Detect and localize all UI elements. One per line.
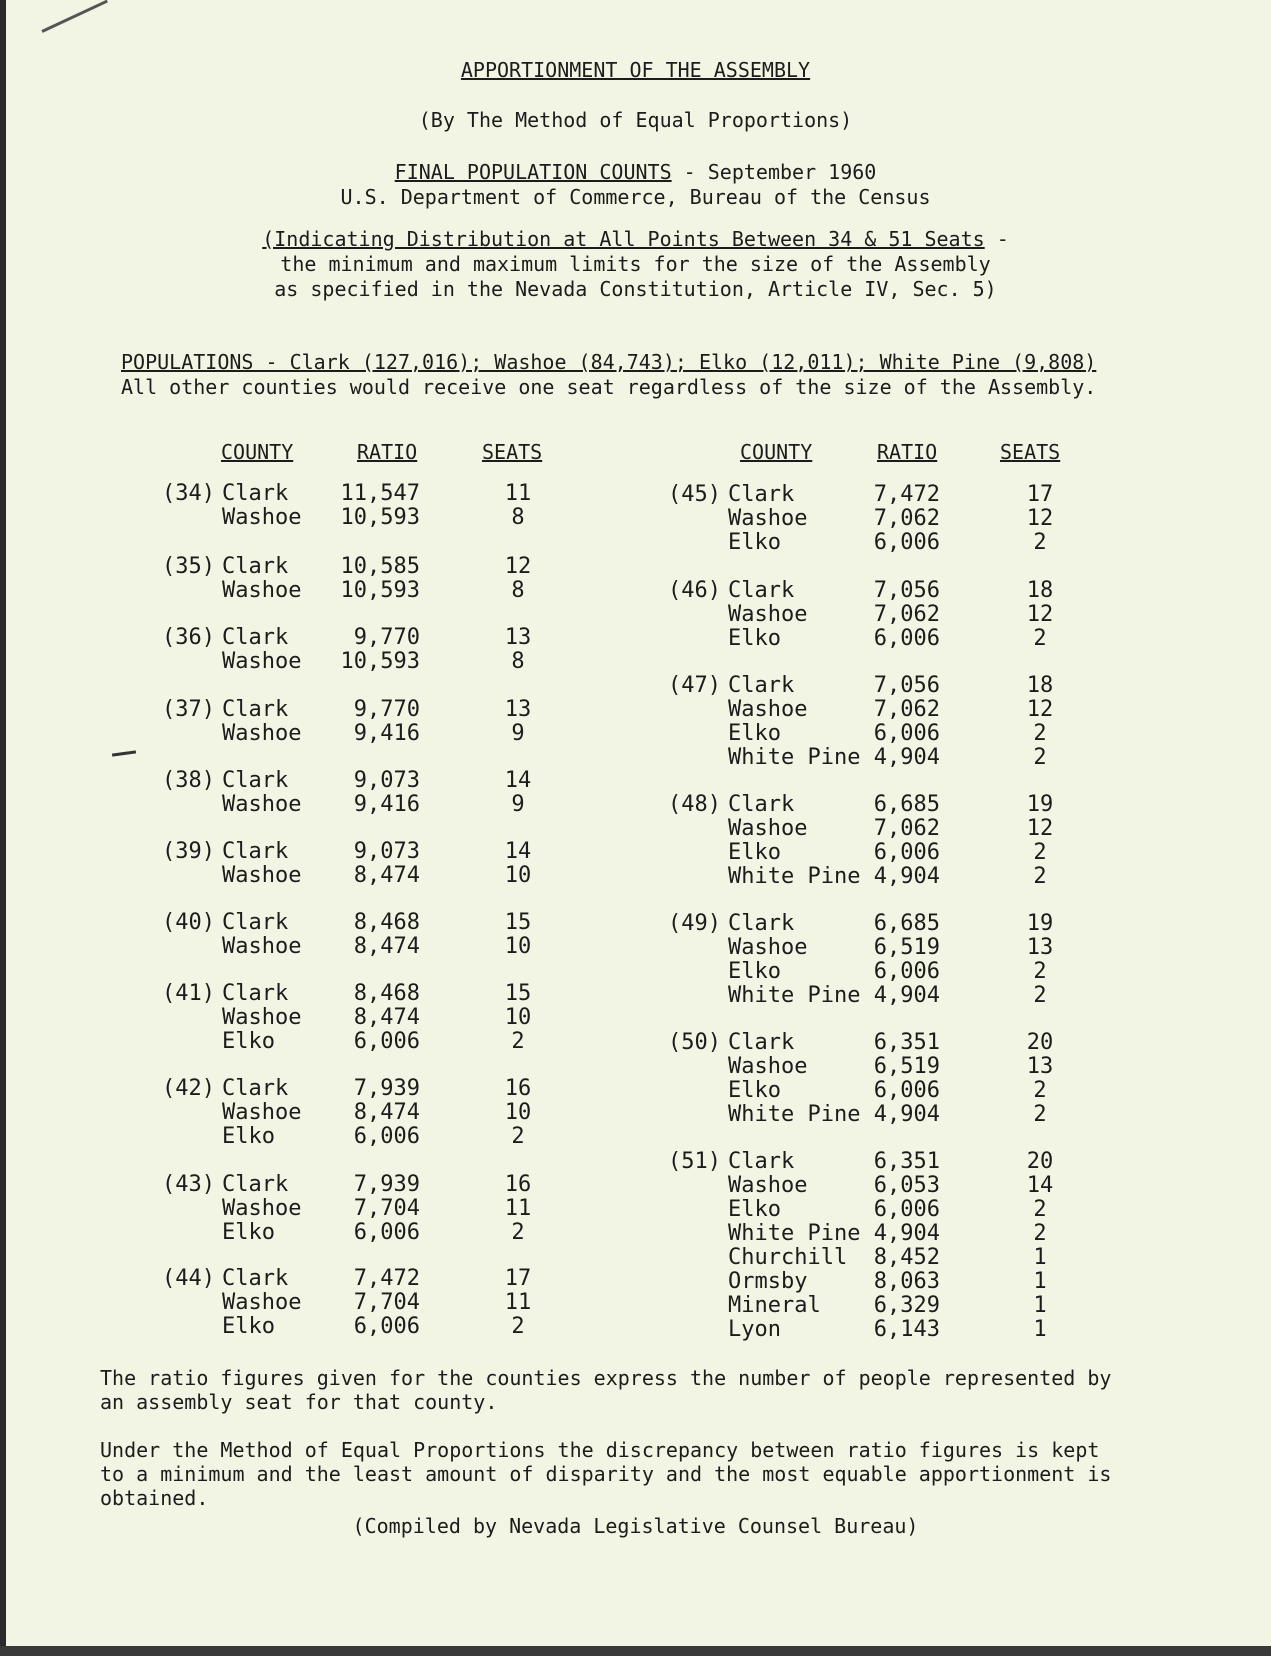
county-name: Clark xyxy=(728,911,795,936)
county-name: Clark xyxy=(728,578,795,603)
county-ratio: 8,063 xyxy=(873,1269,940,1294)
county-seats: 2 xyxy=(1033,959,1047,984)
pencil-arrow-mark xyxy=(112,750,136,756)
county-ratio: 10,593 xyxy=(340,505,420,530)
county-seats: 15 xyxy=(504,981,532,1006)
county-ratio: 9,416 xyxy=(353,792,420,817)
county-seats: 1 xyxy=(1033,1293,1047,1318)
county-seats: 13 xyxy=(504,697,532,722)
county-name: Washoe xyxy=(222,934,302,959)
seat-count-label: (34) xyxy=(162,481,215,506)
county-name: Washoe xyxy=(728,816,808,841)
right-ratio-header: RATIO xyxy=(877,440,938,464)
note-line: an assembly seat for that county. xyxy=(100,1390,498,1414)
county-seats: 18 xyxy=(1026,578,1054,603)
county-name: Elko xyxy=(728,626,781,651)
seat-count-label: (50) xyxy=(668,1030,721,1055)
indicating-dash: - xyxy=(984,227,1009,251)
county-name: Clark xyxy=(222,981,289,1006)
right-seats-header: SEATS xyxy=(1000,440,1061,464)
county-seats: 2 xyxy=(1033,1078,1047,1103)
county-ratio: 6,685 xyxy=(873,792,940,817)
county-name: Elko xyxy=(222,1124,275,1149)
note-line: Under the Method of Equal Proportions the discrepancy between ratio figures is kept xyxy=(100,1438,1100,1462)
county-seats: 14 xyxy=(504,768,532,793)
left-county-header: COUNTY xyxy=(221,440,294,464)
county-seats: 12 xyxy=(1026,697,1054,722)
county-seats: 19 xyxy=(1026,792,1054,817)
county-ratio: 10,593 xyxy=(340,649,420,674)
county-ratio: 6,006 xyxy=(353,1124,420,1149)
county-ratio: 8,474 xyxy=(353,934,420,959)
county-seats: 14 xyxy=(1026,1173,1054,1198)
county-ratio: 8,474 xyxy=(353,1100,420,1125)
county-seats: 1 xyxy=(1033,1269,1047,1294)
constitution-line: as specified in the Nevada Constitution, Article IV, Sec. 5) xyxy=(274,277,997,301)
seat-count-label: (38) xyxy=(162,768,215,793)
scan-edge-bottom xyxy=(0,1646,1271,1656)
seat-count-label: (39) xyxy=(162,839,215,864)
county-name: Washoe xyxy=(728,506,808,531)
county-name: White Pine xyxy=(728,1102,861,1127)
county-seats: 12 xyxy=(1026,506,1054,531)
county-ratio: 10,585 xyxy=(340,554,420,579)
left-ratio-header: RATIO xyxy=(357,440,418,464)
county-ratio: 6,006 xyxy=(873,721,940,746)
county-seats: 13 xyxy=(1026,935,1054,960)
county-ratio: 7,062 xyxy=(873,506,940,531)
county-name: Elko xyxy=(728,1078,781,1103)
county-seats: 2 xyxy=(511,1124,525,1149)
county-seats: 10 xyxy=(504,1100,532,1125)
county-ratio: 4,904 xyxy=(873,864,940,889)
county-seats: 2 xyxy=(1033,626,1047,651)
county-name: White Pine xyxy=(728,983,861,1008)
county-ratio: 6,329 xyxy=(873,1293,940,1318)
county-ratio: 7,472 xyxy=(873,482,940,507)
county-ratio: 6,006 xyxy=(873,1197,940,1222)
county-ratio: 6,006 xyxy=(873,1078,940,1103)
county-name: Clark xyxy=(222,697,289,722)
county-name: Clark xyxy=(728,673,795,698)
county-ratio: 6,685 xyxy=(873,911,940,936)
note-method-paragraph xyxy=(100,1438,1180,1510)
compiled-by-line: (Compiled by Nevada Legislative Counsel Bureau) xyxy=(352,1514,919,1538)
county-ratio: 6,351 xyxy=(873,1030,940,1055)
county-name: Washoe xyxy=(222,1196,302,1221)
county-ratio: 6,006 xyxy=(353,1220,420,1245)
county-name: Washoe xyxy=(728,1173,808,1198)
county-name: Clark xyxy=(728,482,795,507)
county-name: Washoe xyxy=(728,1054,808,1079)
county-seats: 2 xyxy=(1033,1102,1047,1127)
county-name: Elko xyxy=(222,1220,275,1245)
county-ratio: 4,904 xyxy=(873,1221,940,1246)
county-seats: 10 xyxy=(504,863,532,888)
seat-count-label: (44) xyxy=(162,1266,215,1291)
county-name: Washoe xyxy=(222,721,302,746)
county-name: Washoe xyxy=(222,1005,302,1030)
seat-count-label: (35) xyxy=(162,554,215,579)
seat-count-label: (41) xyxy=(162,981,215,1006)
seat-count-label: (42) xyxy=(162,1076,215,1101)
population-counts-line xyxy=(0,160,1271,184)
county-name: Washoe xyxy=(728,697,808,722)
county-name: Lyon xyxy=(728,1317,781,1342)
county-name: Elko xyxy=(728,959,781,984)
seat-count-label: (46) xyxy=(668,578,721,603)
county-name: Ormsby xyxy=(728,1269,808,1294)
county-ratio: 7,704 xyxy=(353,1290,420,1315)
county-ratio: 6,519 xyxy=(873,1054,940,1079)
left-seats-header: SEATS xyxy=(482,440,543,464)
county-name: White Pine xyxy=(728,745,861,770)
county-ratio: 7,062 xyxy=(873,697,940,722)
county-seats: 16 xyxy=(504,1076,532,1101)
county-name: Mineral xyxy=(728,1293,821,1318)
county-seats: 2 xyxy=(1033,721,1047,746)
county-seats: 8 xyxy=(511,649,525,674)
county-ratio: 6,006 xyxy=(873,959,940,984)
county-seats: 10 xyxy=(504,934,532,959)
county-ratio: 6,143 xyxy=(873,1317,940,1342)
seat-count-label: (47) xyxy=(668,673,721,698)
county-seats: 2 xyxy=(1033,983,1047,1008)
county-seats: 20 xyxy=(1026,1149,1054,1174)
county-seats: 18 xyxy=(1026,673,1054,698)
county-name: Elko xyxy=(728,1197,781,1222)
county-seats: 11 xyxy=(504,481,532,506)
county-seats: 11 xyxy=(504,1290,532,1315)
county-ratio: 6,006 xyxy=(353,1029,420,1054)
county-seats: 15 xyxy=(504,910,532,935)
county-name: Elko xyxy=(222,1314,275,1339)
county-seats: 2 xyxy=(511,1220,525,1245)
county-seats: 2 xyxy=(1033,1197,1047,1222)
county-seats: 17 xyxy=(1026,482,1054,507)
county-seats: 20 xyxy=(1026,1030,1054,1055)
county-ratio: 9,073 xyxy=(353,768,420,793)
note-ratio-paragraph xyxy=(100,1366,1180,1414)
county-name: Washoe xyxy=(222,863,302,888)
county-name: Washoe xyxy=(222,578,302,603)
county-ratio: 8,452 xyxy=(873,1245,940,1270)
county-name: White Pine xyxy=(728,1221,861,1246)
indicating-text: (Indicating Distribution at All Points Between 34 & 51 Seats xyxy=(262,227,985,251)
county-seats: 2 xyxy=(1033,530,1047,555)
county-ratio: 8,474 xyxy=(353,863,420,888)
county-ratio: 9,770 xyxy=(353,625,420,650)
county-seats: 1 xyxy=(1033,1317,1047,1342)
county-seats: 12 xyxy=(1026,602,1054,627)
seat-count-label: (40) xyxy=(162,910,215,935)
limits-line: the minimum and maximum limits for the size of the Assembly xyxy=(280,252,991,276)
county-ratio: 7,062 xyxy=(873,816,940,841)
method-subtitle: (By The Method of Equal Proportions) xyxy=(418,108,853,132)
county-ratio: 6,006 xyxy=(353,1314,420,1339)
seat-count-label: (36) xyxy=(162,625,215,650)
populations-line: POPULATIONS - Clark (127,016); Washoe (84,743); Elko (12,011); White Pine (9,808) xyxy=(121,350,1097,374)
county-name: Washoe xyxy=(222,649,302,674)
county-seats: 12 xyxy=(1026,816,1054,841)
county-ratio: 7,704 xyxy=(353,1196,420,1221)
county-ratio: 7,939 xyxy=(353,1172,420,1197)
county-ratio: 7,056 xyxy=(873,578,940,603)
county-ratio: 6,006 xyxy=(873,840,940,865)
county-name: Elko xyxy=(728,721,781,746)
county-seats: 17 xyxy=(504,1266,532,1291)
counts-heading: FINAL POPULATION COUNTS xyxy=(394,160,672,184)
county-name: Churchill xyxy=(728,1245,848,1270)
counts-date: - September 1960 xyxy=(671,160,877,184)
county-name: Clark xyxy=(222,1266,289,1291)
seat-count-label: (43) xyxy=(162,1172,215,1197)
county-seats: 11 xyxy=(504,1196,532,1221)
county-name: Washoe xyxy=(728,935,808,960)
county-seats: 8 xyxy=(511,578,525,603)
county-seats: 19 xyxy=(1026,911,1054,936)
county-name: Clark xyxy=(222,1076,289,1101)
seat-count-label: (45) xyxy=(668,482,721,507)
county-ratio: 7,056 xyxy=(873,673,940,698)
county-name: Clark xyxy=(222,768,289,793)
county-ratio: 9,770 xyxy=(353,697,420,722)
county-name: Clark xyxy=(222,481,289,506)
county-seats: 8 xyxy=(511,505,525,530)
county-ratio: 7,472 xyxy=(353,1266,420,1291)
county-ratio: 10,593 xyxy=(340,578,420,603)
county-ratio: 9,073 xyxy=(353,839,420,864)
county-name: Elko xyxy=(728,530,781,555)
county-name: Clark xyxy=(728,792,795,817)
county-seats: 13 xyxy=(1026,1054,1054,1079)
county-name: Washoe xyxy=(222,792,302,817)
county-seats: 2 xyxy=(1033,1221,1047,1246)
county-seats: 2 xyxy=(511,1314,525,1339)
county-seats: 2 xyxy=(1033,745,1047,770)
county-seats: 2 xyxy=(1033,840,1047,865)
county-name: Washoe xyxy=(222,505,302,530)
indicating-line xyxy=(0,227,1271,251)
county-ratio: 11,547 xyxy=(340,481,420,506)
county-seats: 9 xyxy=(511,721,525,746)
county-seats: 12 xyxy=(504,554,532,579)
county-ratio: 8,468 xyxy=(353,910,420,935)
county-ratio: 6,519 xyxy=(873,935,940,960)
county-seats: 16 xyxy=(504,1172,532,1197)
county-seats: 14 xyxy=(504,839,532,864)
seat-count-label: (51) xyxy=(668,1149,721,1174)
county-name: Washoe xyxy=(728,602,808,627)
county-name: White Pine xyxy=(728,864,861,889)
county-ratio: 9,416 xyxy=(353,721,420,746)
county-name: Elko xyxy=(222,1029,275,1054)
document-title: APPORTIONMENT OF THE ASSEMBLY xyxy=(460,58,811,82)
county-name: Clark xyxy=(222,1172,289,1197)
seat-count-label: (49) xyxy=(668,911,721,936)
county-name: Clark xyxy=(222,839,289,864)
county-seats: 9 xyxy=(511,792,525,817)
department-line: U.S. Department of Commerce, Bureau of the Census xyxy=(340,185,931,209)
county-name: Elko xyxy=(728,840,781,865)
county-ratio: 8,468 xyxy=(353,981,420,1006)
note-line: The ratio figures given for the counties express the number of people represented by xyxy=(100,1366,1112,1390)
county-seats: 2 xyxy=(511,1029,525,1054)
county-name: Washoe xyxy=(222,1290,302,1315)
county-ratio: 4,904 xyxy=(873,745,940,770)
county-name: Clark xyxy=(728,1030,795,1055)
county-ratio: 4,904 xyxy=(873,983,940,1008)
right-county-header: COUNTY xyxy=(740,440,813,464)
note-line: obtained. xyxy=(100,1486,209,1510)
county-name: Clark xyxy=(222,625,289,650)
county-ratio: 4,904 xyxy=(873,1102,940,1127)
county-seats: 10 xyxy=(504,1005,532,1030)
seat-count-label: (37) xyxy=(162,697,215,722)
county-name: Clark xyxy=(222,554,289,579)
county-seats: 2 xyxy=(1033,864,1047,889)
county-seats: 1 xyxy=(1033,1245,1047,1270)
county-name: Clark xyxy=(728,1149,795,1174)
county-ratio: 6,006 xyxy=(873,530,940,555)
county-ratio: 7,939 xyxy=(353,1076,420,1101)
county-seats: 13 xyxy=(504,625,532,650)
county-ratio: 6,351 xyxy=(873,1149,940,1174)
county-ratio: 7,062 xyxy=(873,602,940,627)
county-ratio: 8,474 xyxy=(353,1005,420,1030)
other-counties-line: All other counties would receive one seat regardless of the size of the Assembly. xyxy=(121,375,1097,399)
staple-mark xyxy=(41,0,108,33)
county-name: Washoe xyxy=(222,1100,302,1125)
county-ratio: 6,053 xyxy=(873,1173,940,1198)
seat-count-label: (48) xyxy=(668,792,721,817)
county-ratio: 6,006 xyxy=(873,626,940,651)
county-name: Clark xyxy=(222,910,289,935)
note-line: to a minimum and the least amount of disparity and the most equable apportionment is xyxy=(100,1462,1112,1486)
